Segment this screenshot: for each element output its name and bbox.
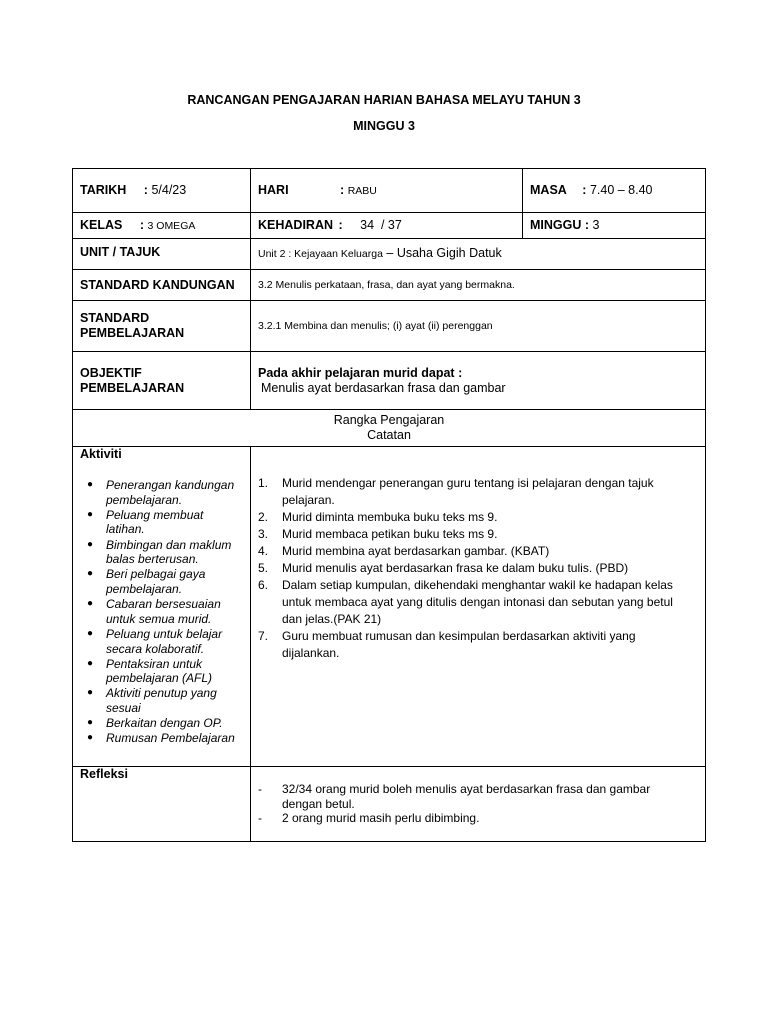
step-text: Dalam setiap kumpulan, dikehendaki menghantar wakil ke hadapan kelas	[282, 578, 673, 592]
row-date-info	[73, 169, 706, 213]
aktiviti-item-text: latihan.	[106, 522, 145, 537]
aktiviti-label-cell	[73, 447, 251, 767]
masa-cell	[523, 169, 706, 213]
step-item	[258, 577, 698, 628]
document-subtitle: MINGGU 3	[353, 119, 415, 133]
bullet-icon: ●	[87, 732, 94, 744]
bullet-icon: ●	[87, 479, 94, 490]
step-number: 3.	[258, 527, 269, 541]
standard-kandungan-label: STANDARD KANDUNGAN	[80, 277, 235, 292]
tarikh-value: 5/4/23	[151, 183, 187, 197]
aktiviti-item-text: untuk semua murid.	[106, 611, 212, 626]
unit-label-cell	[73, 239, 251, 270]
objektif-value: Menulis ayat berdasarkan frasa dan gambar	[261, 380, 506, 395]
objektif-label-cell	[73, 352, 251, 410]
step-number: 2.	[258, 510, 269, 524]
step-item	[258, 560, 698, 577]
aktiviti-item-text: Beri pelbagai gaya	[106, 567, 206, 582]
aktiviti-item-text: Aktiviti penutup yang	[106, 686, 217, 701]
aktiviti-item	[80, 508, 243, 537]
refleksi-text: 2 orang murid masih perlu dibimbing.	[282, 811, 480, 825]
aktiviti-label: Aktiviti	[80, 447, 122, 461]
step-item	[258, 509, 698, 526]
step-number: 6.	[258, 578, 269, 592]
hari-value: RABU	[347, 184, 377, 197]
aktiviti-item-text: Rumusan Pembelajaran	[106, 731, 235, 746]
aktiviti-item-text: Peluang untuk belajar	[106, 626, 223, 641]
unit-value-cell	[251, 239, 706, 270]
row-standard-pembelajaran	[73, 301, 706, 352]
bullet-icon: ●	[87, 568, 94, 580]
bullet-icon: ●	[87, 538, 94, 550]
aktiviti-item-text: sesuai	[106, 701, 141, 716]
standard-kandungan-value: 3.2 Menulis perkataan, frasa, dan ayat yang bermakna.	[258, 279, 515, 291]
step-text: Guru membuat rumusan dan kesimpulan berdasarkan aktiviti yang	[282, 629, 636, 643]
refleksi-list	[258, 782, 698, 826]
catatan-title: Catatan	[367, 428, 411, 442]
minggu-cell	[523, 213, 706, 239]
kehadiran-value: 34 / 37	[360, 218, 402, 232]
kehadiran-label: KEHADIRAN	[258, 218, 333, 232]
document-title: RANCANGAN PENGAJARAN HARIAN BAHASA MELAYU TAHUN 3	[187, 93, 581, 107]
aktiviti-item-text: Pentaksiran untuk	[106, 656, 203, 671]
refleksi-label: Refleksi	[80, 767, 128, 781]
row-rangka	[73, 410, 706, 447]
lesson-plan-table	[72, 168, 706, 842]
aktiviti-item	[80, 686, 243, 715]
kelas-value: 3 OMEGA	[147, 219, 196, 232]
kelas-label: KELAS	[80, 217, 123, 232]
step-number: 4.	[258, 544, 269, 558]
sp-value-cell	[251, 301, 706, 352]
row-unit	[73, 239, 706, 270]
aktiviti-item	[80, 716, 243, 731]
masa-label: MASA	[530, 183, 567, 197]
step-text: Murid diminta membuka buku teks ms 9.	[282, 510, 498, 524]
row-aktiviti	[73, 447, 706, 767]
step-number: 7.	[258, 629, 269, 643]
aktiviti-item-text: Bimbingan dan maklum	[106, 537, 232, 552]
hari-separator: :	[340, 182, 345, 197]
step-item	[258, 475, 698, 509]
sk-label-cell	[73, 270, 251, 301]
refleksi-item	[258, 782, 698, 811]
step-item	[258, 628, 698, 662]
step-text: Murid membina ayat berdasarkan gambar. (KBAT)	[282, 544, 550, 558]
aktiviti-item-text: Penerangan kandungan	[106, 478, 235, 492]
minggu-value: 3	[592, 218, 600, 232]
kelas-cell	[73, 213, 251, 239]
row-standard-kandungan	[73, 270, 706, 301]
bullet-icon: ●	[87, 627, 94, 639]
aktiviti-item-text: Cabaran bersesuaian	[106, 597, 221, 612]
aktiviti-item	[80, 538, 243, 567]
refleksi-item	[258, 811, 698, 826]
refleksi-label-cell	[73, 767, 251, 842]
objektif-label-2: PEMBELAJARAN	[80, 380, 185, 395]
hari-cell	[251, 169, 523, 213]
kehadiran-separator: :	[338, 218, 343, 232]
refleksi-text: dengan betul.	[282, 796, 355, 811]
bullet-icon: ●	[87, 687, 94, 699]
row-objektif	[73, 352, 706, 410]
aktiviti-item	[80, 597, 243, 626]
bullet-icon: ●	[87, 717, 94, 729]
aktiviti-steps-list	[258, 475, 698, 662]
minggu-label: MINGGU :	[530, 218, 590, 232]
bullet-icon: ●	[87, 657, 94, 669]
sp-label-cell	[73, 301, 251, 352]
aktiviti-item	[80, 478, 243, 507]
refleksi-text: 32/34 orang murid boleh menulis ayat berdasarkan frasa dan gambar	[282, 782, 651, 796]
kelas-separator: :	[139, 217, 145, 232]
standard-pembelajaran-label-1: STANDARD	[80, 311, 150, 325]
masa-separator: :	[582, 183, 587, 197]
aktiviti-item	[80, 731, 243, 746]
tarikh-cell	[73, 169, 251, 213]
aktiviti-item-text: pembelajaran.	[106, 581, 183, 596]
dash-marker: -	[258, 782, 262, 796]
dash-marker: -	[258, 811, 262, 825]
refleksi-value-cell	[251, 767, 706, 842]
kehadiran-cell	[251, 213, 523, 239]
aktiviti-item-text: Berkaitan dengan OP.	[106, 716, 223, 731]
step-text: pelajaran.	[282, 493, 335, 507]
row-class-info	[73, 213, 706, 239]
aktiviti-steps-cell	[251, 447, 706, 767]
objektif-label-1: OBJEKTIF	[80, 365, 142, 380]
unit-label: UNIT / TAJUK	[80, 245, 161, 259]
step-text: Murid membaca petikan buku teks ms 9.	[282, 527, 498, 541]
bullet-icon: ●	[87, 598, 94, 610]
step-item	[258, 526, 698, 543]
rangka-cell	[73, 410, 706, 447]
sk-value-cell	[251, 270, 706, 301]
objektif-value-cell	[251, 352, 706, 410]
masa-value: 7.40 – 8.40	[589, 183, 653, 197]
step-number: 1.	[258, 476, 269, 490]
step-text: dan jelas.(PAK 21)	[282, 612, 382, 626]
step-item	[258, 543, 698, 560]
row-refleksi	[73, 767, 706, 842]
tarikh-separator: :	[143, 183, 148, 197]
unit-value-main: – Usaha Gigih Datuk	[386, 246, 502, 260]
tarikh-label: TARIKH	[80, 183, 127, 197]
aktiviti-item	[80, 627, 243, 656]
rangka-title: Rangka Pengajaran	[333, 413, 445, 427]
aktiviti-item-text: secara kolaboratif.	[106, 641, 205, 656]
unit-value-prefix: Unit 2 : Kejayaan Keluarga	[258, 248, 383, 260]
bullet-icon: ●	[87, 508, 94, 520]
aktiviti-item	[80, 567, 243, 596]
objektif-heading: Pada akhir pelajaran murid dapat :	[258, 365, 463, 380]
aktiviti-item-text: pembelajaran (AFL)	[106, 671, 213, 686]
aktiviti-item-text: balas berterusan.	[106, 552, 199, 567]
aktiviti-item	[80, 657, 243, 686]
hari-label: HARI	[258, 182, 289, 197]
aktiviti-item-text: pembelajaran.	[106, 492, 183, 507]
aktiviti-item-text: Peluang membuat	[106, 507, 204, 522]
standard-pembelajaran-label-2: PEMBELAJARAN	[80, 326, 185, 340]
step-text: untuk membaca ayat yang ditulis dengan intonasi dan sebutan yang betul	[282, 595, 673, 609]
step-number: 5.	[258, 561, 269, 575]
standard-pembelajaran-value: 3.2.1 Membina dan menulis; (i) ayat (ii) perenggan	[258, 320, 493, 332]
step-text: Murid mendengar penerangan guru tentang isi pelajaran dengan tajuk	[282, 476, 654, 490]
step-text: Murid menulis ayat berdasarkan frasa ke dalam buku tulis. (PBD)	[282, 561, 629, 575]
aktiviti-bullet-list	[80, 478, 243, 746]
step-text: dijalankan.	[282, 646, 340, 660]
